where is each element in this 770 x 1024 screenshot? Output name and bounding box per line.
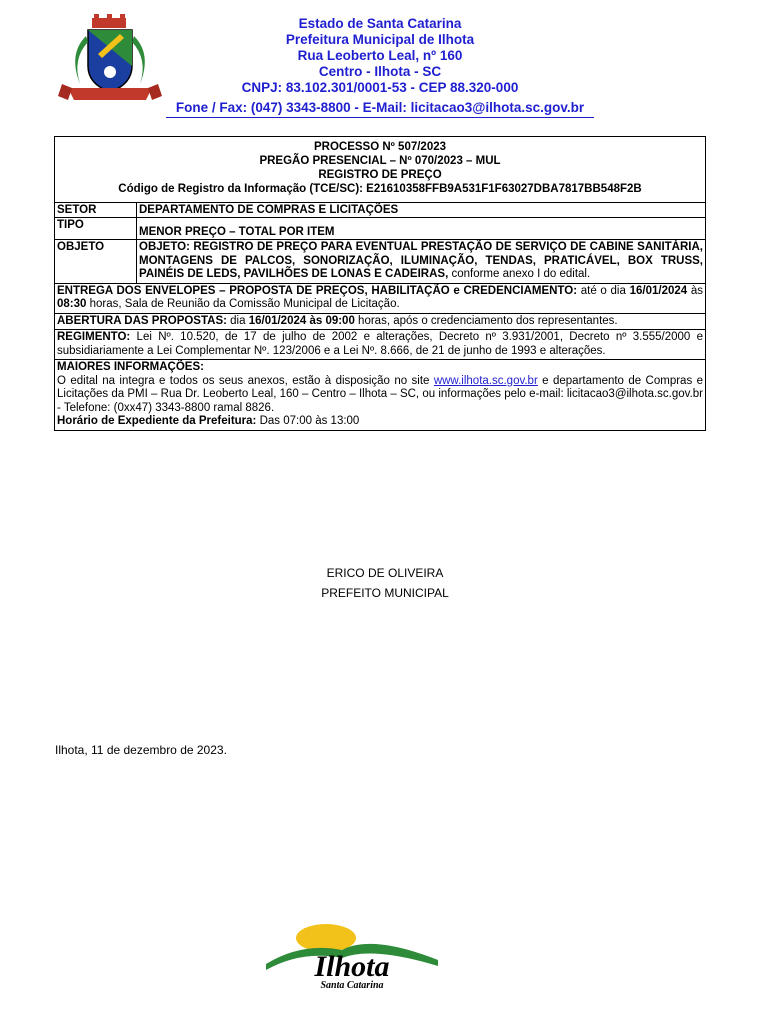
process-table	[54, 136, 706, 431]
contact-line: Fone / Fax: (047) 3343-8800 - E-Mail: licitacao3@ilhota.sc.gov.br	[175, 100, 585, 115]
table-row	[55, 283, 706, 313]
letterhead-text	[180, 16, 580, 96]
document-date: Ilhota, 11 de dezembro de 2023.	[55, 743, 227, 757]
ilhota-logo-subtitle: Santa Catarina	[320, 980, 384, 990]
address-line: Rua Leoberto Leal, nº 160	[297, 48, 463, 63]
objeto-value	[137, 240, 706, 284]
entrega-text: horas, Sala de Reunião da Comissão Municipal de Licitação.	[86, 298, 400, 310]
tipo-label: TIPO	[55, 218, 137, 240]
registro-preco: REGISTRO DE PREÇO	[318, 169, 442, 181]
tipo-value: MENOR PREÇO – TOTAL POR ITEM	[137, 218, 706, 240]
abertura-cell	[55, 313, 706, 330]
info-title: MAIORES INFORMAÇÕES:	[57, 361, 204, 373]
ilhota-logo-title: Ilhota	[314, 950, 390, 983]
table-row	[55, 218, 706, 240]
table-row	[55, 313, 706, 330]
setor-label: SETOR	[55, 203, 137, 218]
state-line: Estado de Santa Catarina	[298, 16, 462, 31]
info-text: e departamento de Compras e Licitações da PMI – Rua Dr. Leoberto Leal, 160 – Centro – Ilhota – SC, ou informações pelo e-mail: licitacao3@ilhota.sc.gov.br - Telefone: (0xx47) 3343-8800 ramal 8826.	[57, 374, 703, 414]
entrega-title: ENTREGA DOS ENVELOPES – PROPOSTA DE PREÇOS, HABILITAÇÃO e CREDENCIAMENTO:	[57, 284, 578, 297]
entrega-text: até o dia	[577, 284, 630, 297]
signatory-name: ERICO DE OLIVEIRA	[326, 566, 444, 580]
table-row	[55, 137, 706, 203]
entrega-date: 16/01/2024	[629, 284, 688, 297]
info-cell	[55, 360, 706, 431]
entrega-text: às	[687, 284, 704, 297]
process-number: PROCESSO Nº 507/2023	[313, 141, 447, 153]
regimento-title: REGIMENTO:	[57, 331, 131, 343]
entrega-cell	[55, 283, 706, 313]
signature-block	[0, 563, 770, 603]
abertura-title: ABERTURA DAS PROPOSTAS:	[57, 314, 227, 327]
hours-value: Das 07:00 às 13:00	[256, 415, 360, 427]
tce-code: Código de Registro da Informação (TCE/SC): E21610358FFB9A531F1F63027DBA7817BB548F2B	[118, 183, 642, 195]
abertura-datetime: 16/01/2024 às 09:00	[248, 314, 355, 327]
hours-label: Horário de Expediente da Prefeitura:	[57, 415, 257, 427]
regimento-cell	[55, 330, 706, 360]
signatory-role: PREFEITO MUNICIPAL	[321, 586, 449, 600]
abertura-text: horas, após o credenciamento dos representantes.	[354, 314, 618, 327]
website-link[interactable]: www.ilhota.sc.gov.br	[433, 374, 538, 387]
abertura-text: dia	[226, 314, 249, 327]
table-row	[55, 330, 706, 360]
objeto-text-bold: OBJETO: REGISTRO DE PREÇO PARA EVENTUAL PRESTAÇÃO DE SERVIÇO DE CABINE SANITÁRIA, MONTAGENS DE PALCOS, SONORIZAÇÃO, ILUMINAÇÃO, TENDAS, PRATICÁVEL, BOX TRUSS, PAINÉIS DE LEDS, PAVILHÕES DE LONAS E CADEIRAS,	[139, 241, 703, 280]
ilhota-logo	[262, 920, 442, 990]
objeto-label: OBJETO	[55, 240, 137, 284]
regimento-text: Lei Nº. 10.520, de 17 de julho de 2002 e alterações, Decreto nº 3.931/2001, Decreto nº 3.555/2000 e subsidiariamente a Lei Complementar Nº. 123/2006 e a Lei Nº. 8.666, de 21 de junho de 1993 e alterações.	[57, 331, 703, 357]
table-row	[55, 203, 706, 218]
setor-value: DEPARTAMENTO DE COMPRAS E LICITAÇÕES	[137, 203, 706, 218]
city-line: Centro - Ilhota - SC	[318, 64, 442, 79]
objeto-text-rest: conforme anexo I do edital.	[448, 268, 591, 280]
prefecture-line: Prefeitura Municipal de Ilhota	[285, 32, 475, 47]
municipal-crest-icon	[58, 14, 162, 104]
cnpj-line: CNPJ: 83.102.301/0001-53 - CEP 88.320-000	[241, 80, 519, 95]
table-row	[55, 360, 706, 431]
info-text: O edital na integra e todos os seus anexos, estão à disposição no site	[57, 374, 434, 387]
process-heading	[55, 137, 706, 203]
letterhead	[0, 0, 770, 120]
table-row	[55, 240, 706, 284]
entrega-time: 08:30	[57, 298, 87, 310]
pregao-number: PREGÃO PRESENCIAL – Nº 070/2023 – MUL	[259, 155, 501, 167]
header-divider	[166, 117, 594, 118]
